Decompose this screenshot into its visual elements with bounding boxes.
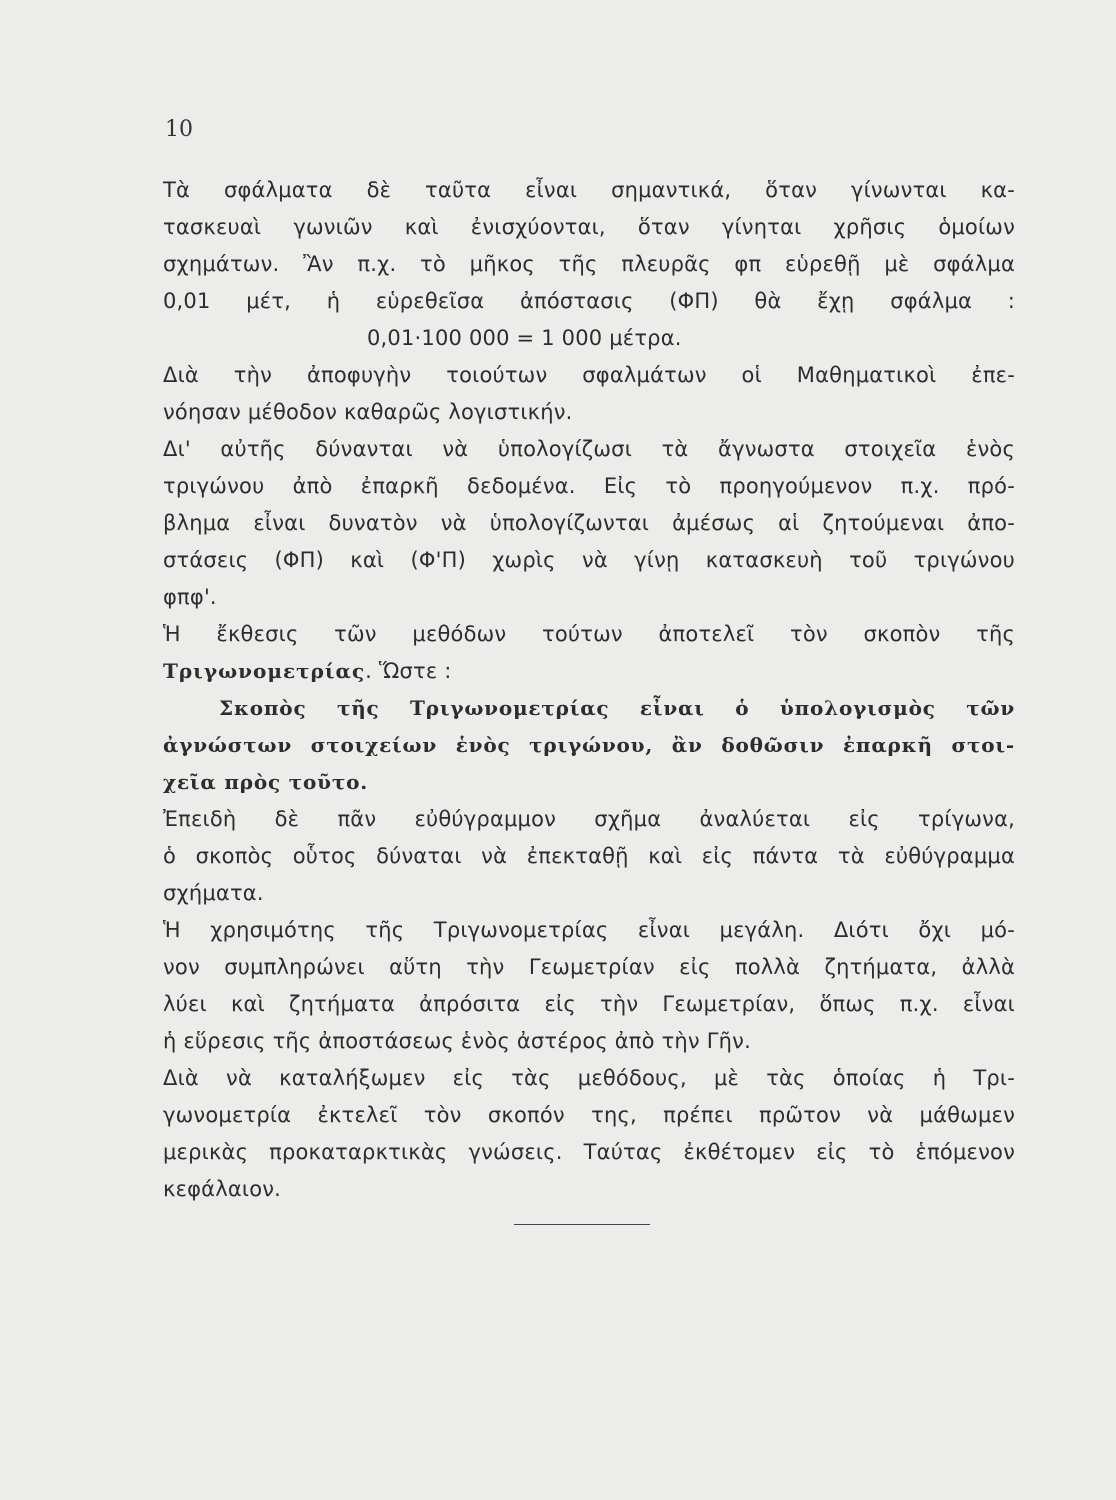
text-line: ὁ σκοπὸς οὗτος δύναται νὰ ἐπεκταθῇ καὶ εἰς πάντα τὰ εὐθύγραμμα bbox=[163, 844, 1015, 868]
text-line: σχημάτων. Ἂν π.χ. τὸ μῆκος τῆς πλευρᾶς φπ εὑρεθῇ μὲ σφάλμα bbox=[163, 252, 1015, 276]
text-line: σχήματα. bbox=[163, 881, 264, 905]
body-text bbox=[163, 172, 1015, 1208]
end-rule-divider bbox=[514, 1224, 650, 1225]
definition-line: ἀγνώστων στοιχείων ἑνὸς τριγώνου, ἂν δοθῶσιν ἐπαρκῆ στοι- bbox=[163, 733, 1015, 757]
text-line: λύει καὶ ζητήματα ἀπρόσιτα εἰς τὴν Γεωμετρίαν, ὅπως π.χ. εἶναι bbox=[163, 992, 1015, 1016]
text-line: Ἡ χρησιμότης τῆς Τριγωνομετρίας εἶναι μεγάλη. Διότι ὄχι μό- bbox=[163, 918, 1015, 942]
text-line: 0,01 μέτ, ἡ εὑρεθεῖσα ἀπόστασις (ΦΠ) θὰ ἔχῃ σφάλμα : bbox=[163, 289, 1015, 313]
text-line: φπφ'. bbox=[163, 585, 217, 609]
text-line: Ἐπειδὴ δὲ πᾶν εὐθύγραμμον σχῆμα ἀναλύεται εἰς τρίγωνα, bbox=[163, 807, 1015, 831]
text-line: γωνομετρία ἐκτελεῖ τὸν σκοπόν της, πρέπει πρῶτον νὰ μάθωμεν bbox=[163, 1103, 1015, 1127]
text-line: τασκευαὶ γωνιῶν καὶ ἐνισχύονται, ὅταν γίνηται χρῆσις ὁμοίων bbox=[163, 215, 1015, 239]
text-line: βλημα εἶναι δυνατὸν νὰ ὑπολογίζωνται ἀμέσως αἱ ζητούμεναι ἀπο- bbox=[163, 511, 1015, 535]
text-line: Ἡ ἔκθεσις τῶν μεθόδων τούτων ἀποτελεῖ τὸν σκοπὸν τῆς bbox=[163, 622, 1015, 646]
text-line: στάσεις (ΦΠ) καὶ (Φ'Π) χωρὶς νὰ γίνῃ κατασκευὴ τοῦ τριγώνου bbox=[163, 548, 1015, 572]
text-fragment: . Ὥστε : bbox=[365, 659, 452, 683]
text-line: ἡ εὕρεσις τῆς ἀποστάσεως ἑνὸς ἀστέρος ἀπὸ τὴν Γῆν. bbox=[163, 1029, 751, 1053]
text-line: Διὰ τὴν ἀποφυγὴν τοιούτων σφαλμάτων οἱ Μαθηματικοὶ ἐπε- bbox=[163, 363, 1015, 387]
text-line bbox=[163, 653, 1015, 690]
bold-term: Τριγωνομετρίας bbox=[163, 659, 366, 683]
definition-line: Σκοπὸς τῆς Τριγωνομετρίας εἶναι ὁ ὑπολογισμὸς τῶν bbox=[219, 696, 1015, 720]
page-number: 10 bbox=[165, 117, 193, 142]
text-line: Δι' αὐτῆς δύνανται νὰ ὑπολογίζωσι τὰ ἄγνωστα στοιχεῖα ἑνὸς bbox=[163, 437, 1015, 461]
text-line: κεφάλαιον. bbox=[163, 1177, 282, 1201]
definition-line: χεῖα πρὸς τοῦτο. bbox=[163, 770, 368, 794]
text-line: Τὰ σφάλματα δὲ ταῦτα εἶναι σημαντικά, ὅταν γίνωνται κα- bbox=[163, 178, 1015, 202]
text-line: τριγώνου ἀπὸ ἐπαρκῆ δεδομένα. Εἰς τὸ προηγούμενον π.χ. πρό- bbox=[163, 474, 1015, 498]
formula-line: 0,01·100 000 = 1 000 μέτρα. bbox=[367, 326, 682, 350]
text-line: νον συμπληρώνει αὕτη τὴν Γεωμετρίαν εἰς πολλὰ ζητήματα, ἀλλὰ bbox=[163, 955, 1015, 979]
text-line: μερικὰς προκαταρκτικὰς γνώσεις. Ταύτας ἐκθέτομεν εἰς τὸ ἑπόμενον bbox=[163, 1140, 1015, 1164]
text-line: νόησαν μέθοδον καθαρῶς λογιστικήν. bbox=[163, 400, 573, 424]
text-line: Διὰ νὰ καταλήξωμεν εἰς τὰς μεθόδους, μὲ τὰς ὁποίας ἡ Τρι- bbox=[163, 1066, 1015, 1090]
